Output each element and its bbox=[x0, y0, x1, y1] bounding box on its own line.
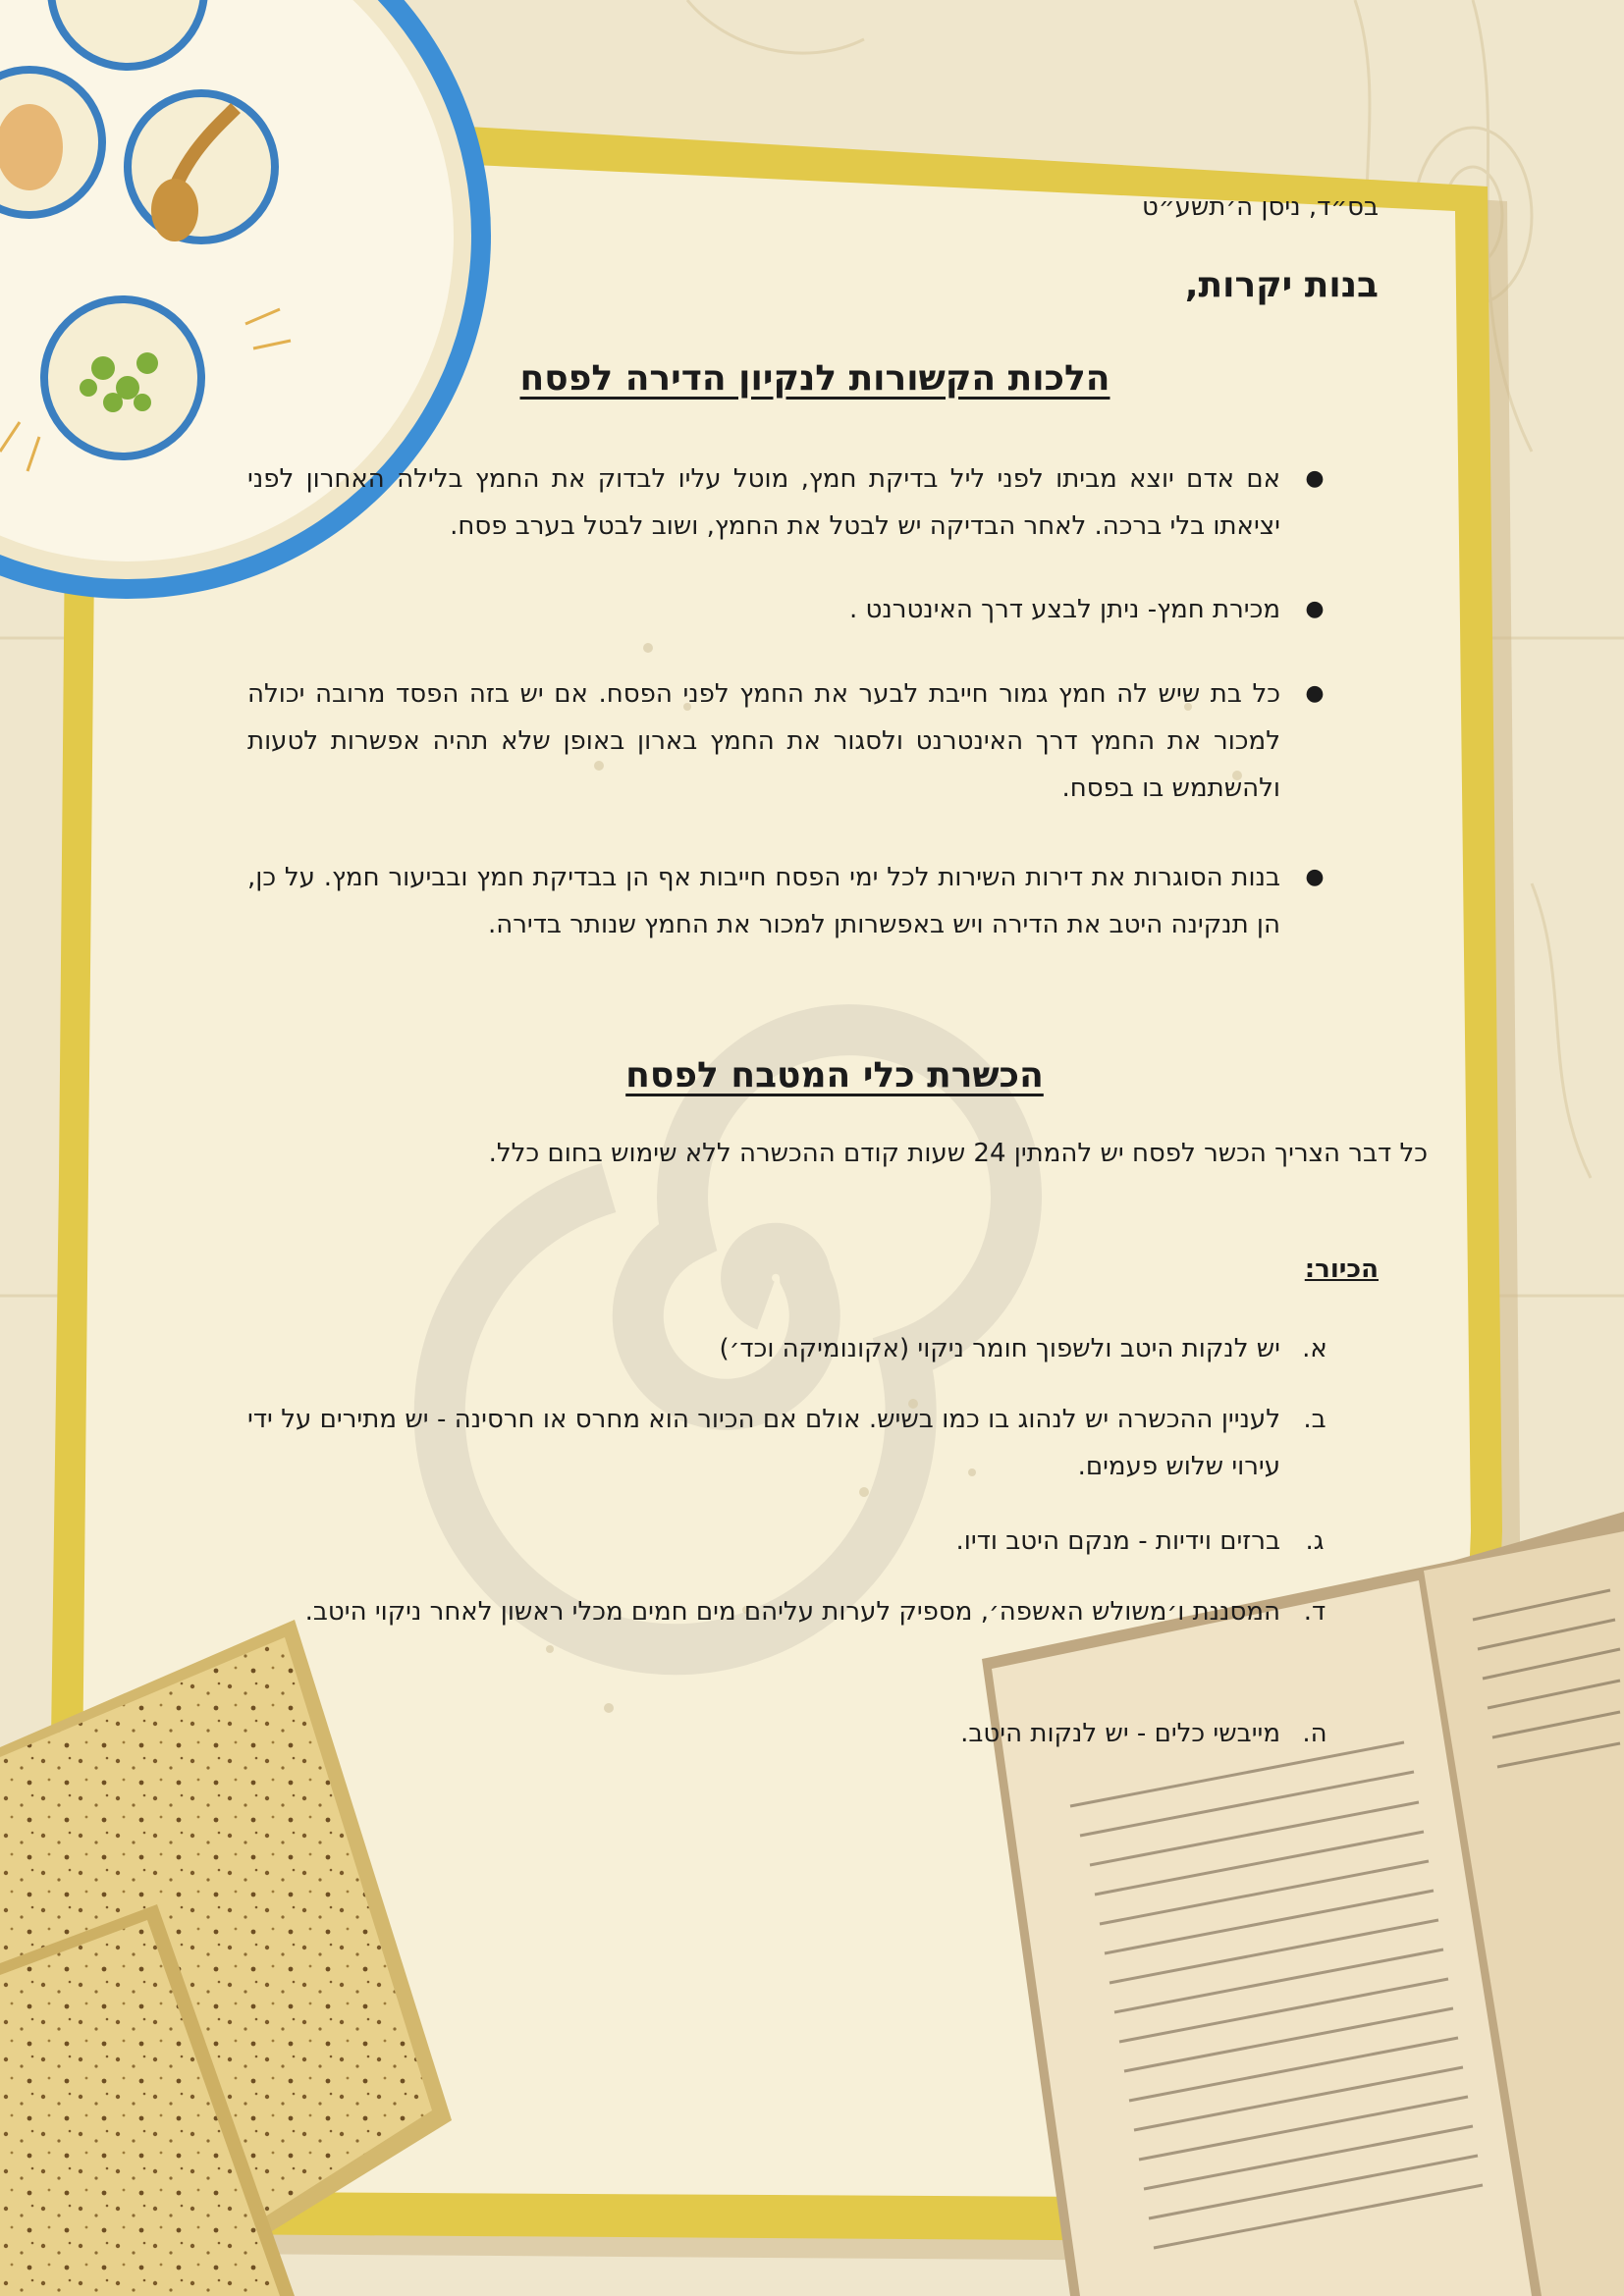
sink-label: הכיור: bbox=[1304, 1255, 1379, 1284]
list-item bbox=[247, 1396, 1326, 1490]
list-item-text: לעניין ההכשרה יש לנהוג בו כמו בשיש. אולם אם הכיור הוא מחרס או חרסינה - יש מתירים על ידי עירוי שלוש פעמים. bbox=[247, 1405, 1280, 1481]
list-item-text: בנות הסוגרות את דירות השירות לכל ימי הפסח חייבות אף הן בבדיקת חמץ ובביעור חמץ. על כן, הן תנקינה היטב את הדירה ויש באפשרותן למכור את החמץ שנותר בדירה. bbox=[247, 863, 1280, 939]
list-item-text: מכירת חמץ- ניתן לבצע דרך האינטרנט . bbox=[848, 595, 1280, 624]
list-item bbox=[247, 854, 1325, 948]
list-item bbox=[247, 1588, 1326, 1635]
list-marker: ד. bbox=[1303, 1597, 1326, 1627]
bullet-icon: ● bbox=[1305, 466, 1325, 491]
bullet-icon: ● bbox=[1305, 597, 1325, 621]
list-item bbox=[247, 1710, 1327, 1757]
list-item-text: יש לנקות היטב ולשפוך חומר ניקוי (אקונומיקה וכד׳) bbox=[719, 1334, 1280, 1363]
bullet-icon: ● bbox=[1305, 865, 1325, 889]
date-line: בס״ד, ניסן ה׳תשע״ט bbox=[1141, 192, 1379, 222]
list-item bbox=[247, 1325, 1327, 1372]
section-title-cleaning: הלכות הקשורות לנקיון הדירה לפסח bbox=[519, 358, 1110, 399]
greeting: בנות יקרות, bbox=[1184, 265, 1379, 305]
section-intro: כל דבר הצריך הכשר לפסח יש להמתין 24 שעות קודם ההכשרה ללא שימוש בחום כלל. bbox=[488, 1139, 1428, 1168]
list-item-text: ברזים וידיות - מנקם היטב ודיו. bbox=[955, 1526, 1280, 1556]
list-item bbox=[247, 670, 1325, 812]
list-marker: א. bbox=[1302, 1334, 1327, 1363]
list-marker: ה. bbox=[1302, 1719, 1327, 1748]
list-item bbox=[247, 455, 1325, 550]
list-marker: ג. bbox=[1305, 1526, 1325, 1556]
section-title-kitchen: הכשרת כלי המטבח לפסח bbox=[625, 1055, 1044, 1095]
bullet-icon: ● bbox=[1305, 681, 1325, 706]
list-item bbox=[247, 586, 1325, 633]
list-item bbox=[247, 1518, 1325, 1565]
list-item-text: אם אדם יוצא מביתו לפני ליל בדיקת חמץ, מוטל עליו לבדוק את החמץ בלילה האחרון לפני יציאתו בלי ברכה. לאחר הבדיקה יש לבטל את החמץ, ושוב לבטל בערב פסח. bbox=[247, 464, 1280, 541]
list-item-text: מייבשי כלים - יש לנקות היטב. bbox=[960, 1719, 1280, 1748]
list-marker: ב. bbox=[1303, 1405, 1326, 1434]
list-item-text: כל בת שיש לה חמץ גמור חייבת לבער את החמץ לפני הפסח. אם יש בזה הפסד מרובה יכולה למכור את החמץ דרך האינטרנט ולסגור את החמץ בארון באופן שלא תהיה אפשרות לטעות ולהשתמש בו בפסח. bbox=[247, 679, 1280, 803]
list-item-text: המסננת ו׳משולש האשפה׳, מספיק לערות עליהם מים חמים מכלי ראשון לאחר ניקוי היטב. bbox=[304, 1597, 1280, 1627]
